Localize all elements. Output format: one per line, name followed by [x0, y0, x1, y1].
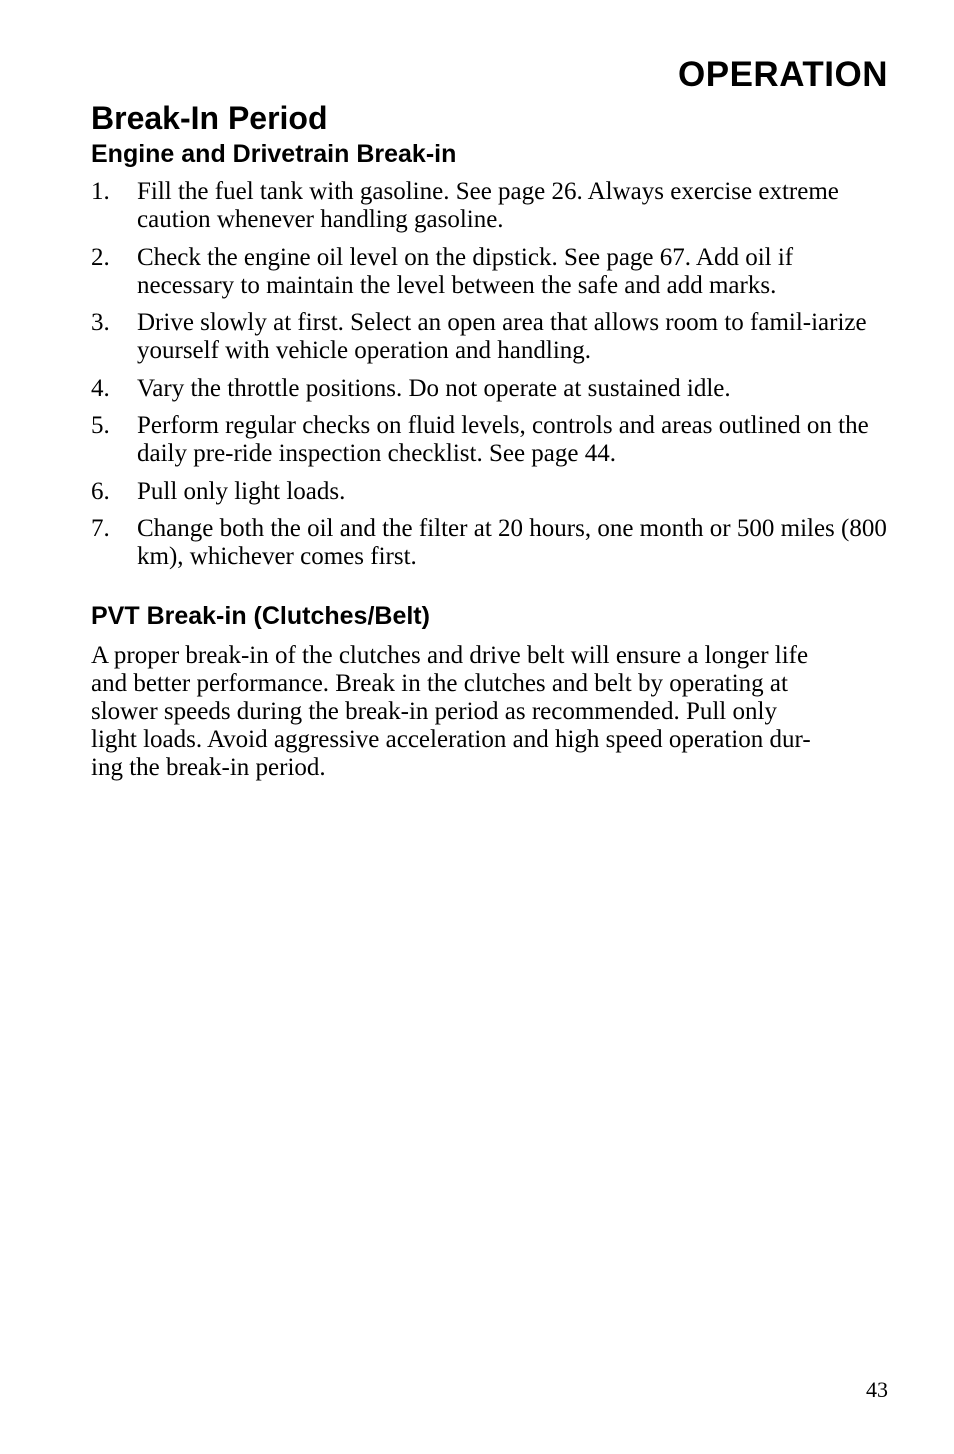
step-number: 4.: [91, 374, 110, 402]
step-number: 3.: [91, 309, 110, 336]
step-number: 7.: [91, 515, 110, 542]
step-text: Fill the fuel tank with gasoline. See page 26. Always exercise extreme caution whenever handling gasoline.: [137, 178, 839, 233]
step-number: 5.: [91, 412, 110, 439]
step-text: Drive slowly at first. Select an open area that allows room to famil-iarize yourself with vehicle operation and handling.: [137, 309, 867, 364]
paragraph-line: light loads. Avoid aggressive acceleration and high speed operation dur-: [91, 726, 811, 753]
step-text: Check the engine oil level on the dipstick. See page 67. Add oil if necessary to maintain the level between the safe and add marks.: [137, 243, 794, 299]
list-item: [91, 515, 891, 571]
page-content: [91, 98, 891, 782]
step-text: Pull only light loads.: [137, 477, 346, 505]
step-number: 6.: [91, 477, 110, 505]
list-item: [91, 178, 891, 234]
list-item: [91, 412, 891, 468]
engine-break-in-steps: [91, 178, 891, 571]
pvt-break-in-paragraph: [91, 642, 891, 782]
list-item: [91, 244, 891, 300]
paragraph-line: ing the break-in period.: [91, 754, 326, 781]
page-number: 43: [866, 1377, 888, 1402]
pvt-break-in-heading: PVT Break-in (Clutches/Belt): [91, 602, 430, 630]
list-item: [91, 375, 891, 403]
paragraph-line: and better performance. Break in the clutches and belt by operating at: [91, 670, 788, 697]
step-text: Vary the throttle positions. Do not operate at sustained idle.: [137, 374, 731, 402]
paragraph-line: slower speeds during the break-in period as recommended. Pull only: [91, 698, 777, 725]
engine-break-in-heading: Engine and Drivetrain Break-in: [91, 140, 457, 168]
step-number: 1.: [91, 178, 110, 205]
step-number: 2.: [91, 243, 110, 271]
paragraph-line: A proper break-in of the clutches and drive belt will ensure a longer life: [91, 642, 809, 669]
step-text: Change both the oil and the filter at 20 hours, one month or 500 miles (800 km), whichever comes first.: [137, 515, 887, 570]
list-item: [91, 478, 891, 506]
list-item: [91, 309, 891, 365]
section-header: OPERATION: [678, 55, 888, 94]
step-text: Perform regular checks on fluid levels, controls and areas outlined on the daily pre-ride inspection checklist. See page 44.: [137, 412, 869, 467]
page-title: Break-In Period: [91, 100, 328, 136]
